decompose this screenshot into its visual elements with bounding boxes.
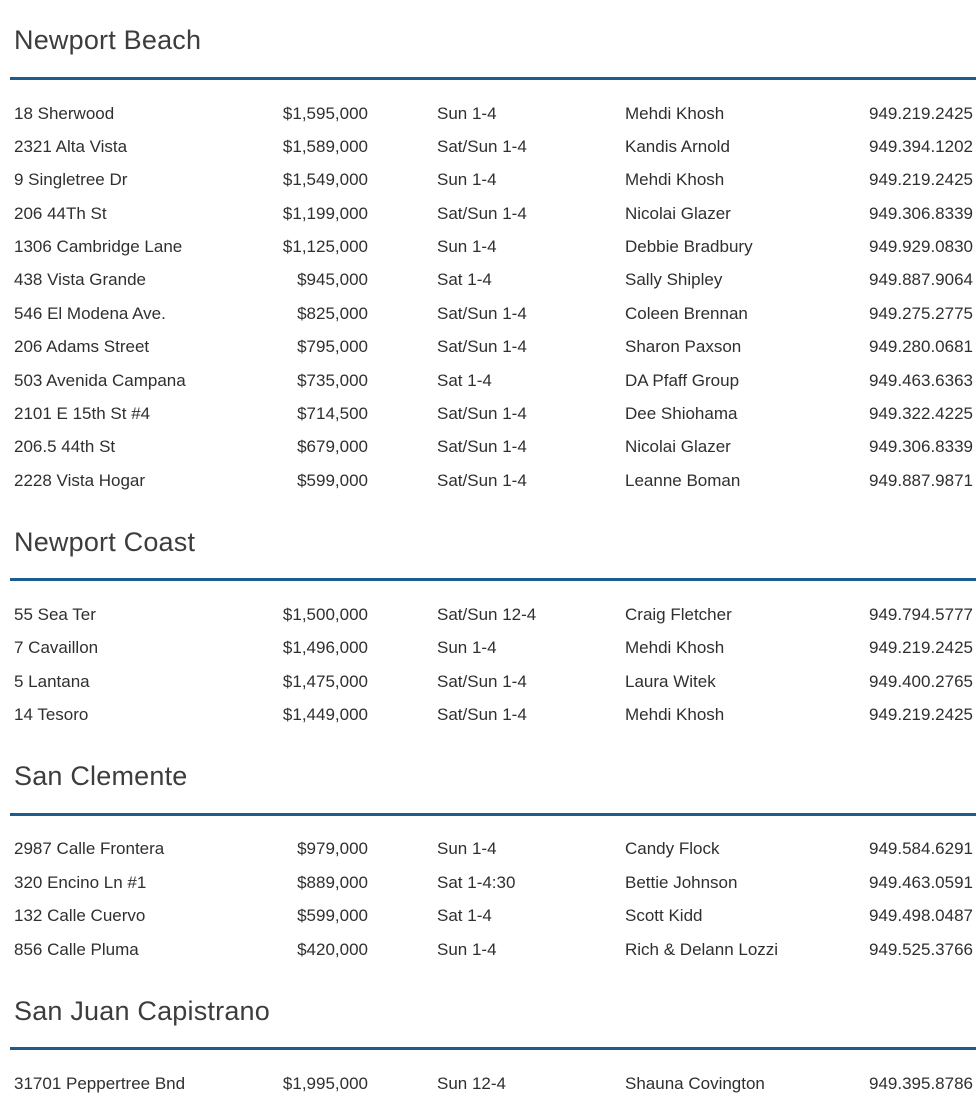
listing-row (0, 431, 976, 464)
listing-row (0, 1067, 976, 1100)
price-cell: $1,589,000 (282, 136, 368, 156)
listing-row (0, 665, 976, 698)
address-cell: 18 Sherwood (14, 103, 115, 123)
time-cell: Sun 1-4 (437, 638, 497, 658)
time-cell: Sat/Sun 1-4 (437, 404, 527, 424)
section-rows (0, 1050, 976, 1108)
price-cell: $1,500,000 (282, 605, 368, 624)
phone-cell: 949.219.2425 (869, 638, 973, 658)
phone-cell: 949.306.8339 (869, 203, 973, 223)
agent-cell: Kandis Arnold (625, 136, 730, 156)
agent-cell: Mehdi Khosh (625, 705, 725, 725)
agent-cell: Leanne Boman (625, 470, 741, 490)
section-title: Newport Beach (14, 25, 202, 56)
time-cell: Sat/Sun 1-4 (437, 705, 527, 725)
time-cell: Sun 1-4 (437, 237, 497, 257)
address-cell: 546 El Modena Ave. (14, 303, 166, 323)
address-cell: 1306 Cambridge Lane (14, 237, 183, 257)
phone-cell: 949.463.6363 (869, 370, 973, 390)
listing-row (0, 933, 976, 966)
time-cell: Sat/Sun 1-4 (437, 337, 527, 357)
listing-row (0, 164, 976, 197)
phone-cell: 949.887.9871 (869, 470, 973, 490)
phone-cell: 949.275.2775 (869, 303, 973, 323)
section-title: San Clemente (14, 761, 188, 792)
agent-cell: Nicolai Glazer (625, 203, 731, 223)
time-cell: Sun 1-4 (437, 939, 497, 959)
listing-row (0, 833, 976, 866)
price-cell: $889,000 (297, 872, 368, 892)
listing-row (0, 598, 976, 631)
city-section (0, 997, 976, 1108)
listing-row (0, 230, 976, 263)
address-cell: 206 Adams Street (14, 337, 150, 357)
agent-cell: Bettie Johnson (625, 872, 738, 892)
address-cell: 14 Tesoro (14, 705, 89, 725)
phone-cell: 949.887.9064 (869, 270, 973, 290)
phone-cell: 949.219.2425 (869, 103, 973, 123)
address-cell: 503 Avenida Campana (14, 370, 186, 390)
listing-row (0, 397, 976, 430)
price-cell: $1,475,000 (282, 671, 368, 691)
phone-cell: 949.929.0830 (869, 237, 973, 257)
phone-cell: 949.498.0487 (869, 906, 973, 926)
agent-cell: Shauna Covington (625, 1073, 765, 1093)
time-cell: Sun 12-4 (437, 1073, 506, 1093)
phone-cell: 949.794.5777 (869, 605, 973, 624)
time-cell: Sun 1-4 (437, 839, 497, 859)
time-cell: Sun 1-4 (437, 103, 497, 123)
agent-cell: Debbie Bradbury (625, 237, 753, 257)
agent-cell: Coleen Brennan (625, 303, 748, 323)
listing-row (0, 130, 976, 163)
listing-row (0, 464, 976, 497)
price-cell: $825,000 (297, 303, 368, 323)
phone-cell: 949.400.2765 (869, 671, 973, 691)
listing-row (0, 632, 976, 665)
agent-cell: DA Pfaff Group (625, 370, 740, 390)
address-cell: 31701 Peppertree Bnd (14, 1073, 186, 1093)
time-cell: Sat/Sun 1-4 (437, 203, 527, 223)
phone-cell: 949.525.3766 (869, 939, 973, 959)
agent-cell: Nicolai Glazer (625, 437, 731, 457)
address-cell: 438 Vista Grande (14, 270, 146, 290)
price-cell: $1,125,000 (282, 237, 368, 257)
price-cell: $599,000 (297, 906, 368, 926)
address-cell: 9 Singletree Dr (14, 170, 128, 190)
price-cell: $420,000 (297, 939, 368, 959)
time-cell: Sat/Sun 1-4 (437, 437, 527, 457)
phone-cell: 949.280.0681 (869, 337, 973, 357)
agent-cell: Scott Kidd (625, 906, 703, 926)
price-cell: $1,995,000 (282, 1073, 368, 1093)
section-title: San Juan Capistrano (14, 995, 270, 1026)
section-rows (0, 80, 976, 506)
agent-cell: Mehdi Khosh (625, 103, 725, 123)
time-cell: Sat 1-4 (437, 370, 492, 390)
listing-row (0, 866, 976, 899)
phone-cell: 949.219.2425 (869, 170, 973, 190)
address-cell: 55 Sea Ter (14, 605, 96, 624)
phone-cell: 949.584.6291 (869, 839, 973, 859)
price-cell: $1,199,000 (282, 203, 368, 223)
city-section (0, 528, 976, 740)
agent-cell: Laura Witek (625, 671, 716, 691)
address-cell: 320 Encino Ln #1 (14, 872, 147, 892)
time-cell: Sat/Sun 1-4 (437, 136, 527, 156)
phone-cell: 949.306.8339 (869, 437, 973, 457)
address-cell: 2101 E 15th St #4 (14, 404, 151, 424)
price-cell: $1,449,000 (282, 705, 368, 725)
price-cell: $945,000 (297, 270, 368, 290)
phone-cell: 949.322.4225 (869, 404, 973, 424)
agent-cell: Craig Fletcher (625, 605, 732, 624)
time-cell: Sat 1-4 (437, 906, 492, 926)
agent-cell: Rich & Delann Lozzi (625, 939, 779, 959)
address-cell: 2987 Calle Frontera (14, 839, 165, 859)
price-cell: $679,000 (297, 437, 368, 457)
listing-row (0, 698, 976, 731)
agent-cell: Mehdi Khosh (625, 638, 725, 658)
listing-row (0, 264, 976, 297)
price-cell: $1,595,000 (282, 103, 368, 123)
listing-row (0, 364, 976, 397)
time-cell: Sat 1-4:30 (437, 872, 516, 892)
address-cell: 206.5 44th St (14, 437, 116, 457)
time-cell: Sat/Sun 1-4 (437, 303, 527, 323)
address-cell: 856 Calle Pluma (14, 939, 139, 959)
city-section (0, 762, 976, 974)
time-cell: Sat/Sun 1-4 (437, 470, 527, 490)
agent-cell: Dee Shiohama (625, 404, 738, 424)
address-cell: 132 Calle Cuervo (14, 906, 146, 926)
agent-cell: Mehdi Khosh (625, 170, 725, 190)
phone-cell: 949.463.0591 (869, 872, 973, 892)
address-cell: 2321 Alta Vista (14, 136, 128, 156)
address-cell: 5 Lantana (14, 671, 90, 691)
listing-row (0, 297, 976, 330)
section-rows (0, 816, 976, 975)
listing-row (0, 197, 976, 230)
price-cell: $1,496,000 (282, 638, 368, 658)
agent-cell: Sally Shipley (625, 270, 723, 290)
time-cell: Sat/Sun 1-4 (437, 671, 527, 691)
phone-cell: 949.219.2425 (869, 705, 973, 725)
time-cell: Sat 1-4 (437, 270, 492, 290)
phone-cell: 949.395.8786 (869, 1073, 973, 1093)
section-rows (0, 581, 976, 740)
city-section (0, 26, 976, 505)
agent-cell: Sharon Paxson (625, 337, 742, 357)
address-cell: 2228 Vista Hogar (14, 470, 146, 490)
time-cell: Sat/Sun 12-4 (437, 605, 537, 624)
listing-row (0, 97, 976, 130)
listing-row (0, 331, 976, 364)
price-cell: $979,000 (297, 839, 368, 859)
agent-cell: Candy Flock (625, 839, 720, 859)
price-cell: $599,000 (297, 470, 368, 490)
address-cell: 7 Cavaillon (14, 638, 99, 658)
price-cell: $1,549,000 (282, 170, 368, 190)
section-title: Newport Coast (14, 526, 196, 557)
price-cell: $795,000 (297, 337, 368, 357)
time-cell: Sun 1-4 (437, 170, 497, 190)
price-cell: $735,000 (297, 370, 368, 390)
price-cell: $714,500 (297, 404, 368, 424)
address-cell: 206 44Th St (14, 203, 107, 223)
phone-cell: 949.394.1202 (869, 136, 973, 156)
